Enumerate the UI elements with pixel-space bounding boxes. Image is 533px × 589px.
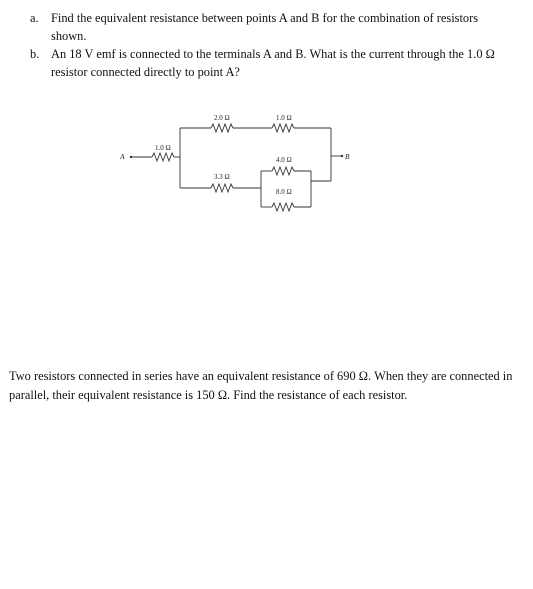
question-a (30, 9, 510, 45)
question-b-marker: b. (30, 47, 40, 61)
resistor-top-left-label: 2.0 Ω (214, 114, 230, 122)
circuit-diagram (112, 104, 357, 219)
terminal-a-label: A (120, 152, 125, 161)
resistor-bottom-right-label: 8.0 Ω (276, 188, 292, 196)
resistor-mid-right-label: 4.0 Ω (276, 156, 292, 164)
resistor-a-label: 1.0 Ω (155, 144, 171, 152)
terminal-b-dot (341, 155, 343, 157)
resistor-bottom-left-label: 3.3 Ω (214, 173, 230, 181)
resistor-mid-right (272, 167, 294, 175)
question-a-marker: a. (30, 11, 39, 25)
question-b (30, 45, 510, 81)
resistor-top-left (211, 124, 233, 132)
resistor-bottom-right (272, 203, 294, 211)
terminal-b-label: B (345, 152, 350, 161)
resistor-bottom-left (211, 184, 233, 192)
question-a-text: Find the equivalent resistance between points A and B for the combination of resistors shown. (51, 11, 479, 43)
resistor-a (152, 153, 174, 161)
problem-2-text: Two resistors connected in series have an equivalent resistance of 690 Ω. When they are connected in parallel, their equivalent resistance is 150 Ω. Find the resistance of each resistor. (9, 369, 513, 402)
resistor-top-right-label: 1.0 Ω (276, 114, 292, 122)
resistor-top-right (272, 124, 294, 132)
question-b-text: An 18 V emf is connected to the terminals A and B. What is the current through the 1.0 Ω resistor connected directly to point A? (51, 47, 495, 79)
